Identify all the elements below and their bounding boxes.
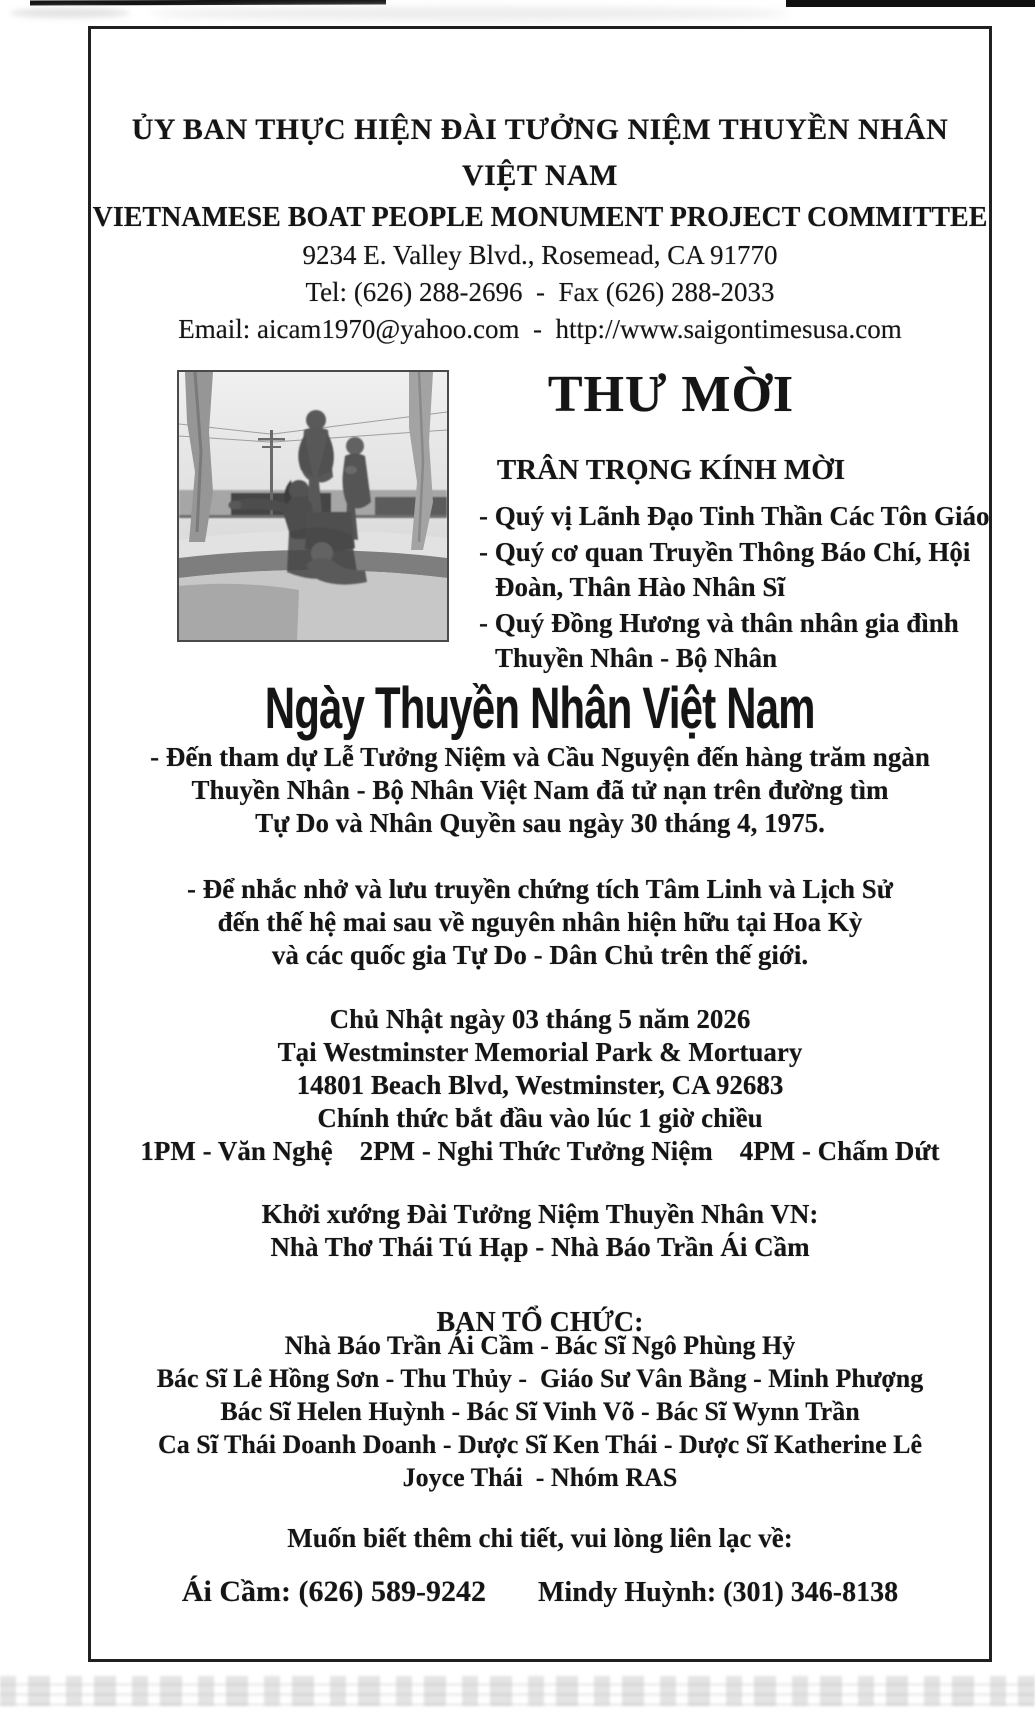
- org-phone-fax: Tel: (626) 288-2696 - Fax (626) 288-2033: [305, 277, 775, 307]
- org-name-vietnamese: ỦY BAN THỰC HIỆN ĐÀI TƯỞNG NIỆM THUYỀN NHÂN VIỆT NAM: [131, 113, 949, 192]
- scan-artifact-top-left-bar: [30, 0, 386, 5]
- schedule-program: 1PM - Văn Nghệ 2PM - Nghi Thức Tưởng Niệm 4PM - Chấm Dứt: [140, 1136, 940, 1166]
- purpose-paragraph-2: [91, 873, 989, 972]
- purpose-line: Tự Do và Nhân Quyền sau ngày 30 tháng 4, 1975.: [255, 808, 825, 838]
- committee-heading: BAN TỔ CHỨC:: [436, 1307, 644, 1338]
- invitee-line: - Quý cơ quan Truyền Thông Báo Chí, Hội: [479, 536, 971, 567]
- invitation-column: [461, 365, 989, 677]
- committee-line: Bác Sĩ Lê Hồng Sơn - Thu Thủy - Giáo Sư Vân Bằng - Minh Phượng: [156, 1364, 924, 1393]
- committee-line: Ca Sĩ Thái Doanh Doanh - Dược Sĩ Ken Thái - Dược Sĩ Katherine Lê: [157, 1430, 923, 1459]
- committee-list: [91, 1329, 989, 1494]
- invitee-list: [461, 499, 989, 677]
- founders-names: Nhà Thơ Thái Tú Hạp - Nhà Báo Trần Ái Cầm: [270, 1232, 810, 1262]
- scan-smudge: [150, 7, 790, 20]
- event-headline-wrap: [91, 674, 989, 744]
- invitee-line: - Quý Đồng Hương và thân nhân gia đình: [479, 607, 959, 638]
- monument-photo: [177, 370, 449, 642]
- org-address: 9234 E. Valley Blvd., Rosemead, CA 91770: [302, 240, 778, 270]
- schedule-date: Chủ Nhật ngày 03 tháng 5 năm 2026: [329, 1004, 751, 1034]
- committee-line: Joyce Thái - Nhóm RAS: [402, 1463, 678, 1492]
- org-email-website: Email: aicam1970@yahoo.com - http://www.saigontimesusa.com: [178, 314, 902, 344]
- invitee-line: - Quý vị Lãnh Đạo Tinh Thần Các Tôn Giáo: [479, 501, 990, 531]
- org-name-english: VIETNAMESE BOAT PEOPLE MONUMENT PROJECT COMMITTEE: [92, 202, 988, 233]
- invitee-line: Đoàn, Thân Hào Nhân Sĩ: [495, 572, 785, 602]
- founders-heading: Khởi xướng Đài Tưởng Niệm Thuyền Nhân VN:: [261, 1199, 819, 1229]
- purpose-line: Thuyền Nhân - Bộ Nhân Việt Nam đã tử nạn trên đường tìm: [191, 775, 889, 805]
- scan-noise-band: [0, 1676, 1035, 1706]
- schedule-address: 14801 Beach Blvd, Westminster, CA 92683: [296, 1070, 784, 1100]
- invitation-salutation: TRÂN TRỌNG KÍNH MỜI: [496, 454, 846, 486]
- purpose-line: và các quốc gia Tự Do - Dân Chủ trên thế giới.: [271, 940, 809, 970]
- committee-line: Nhà Báo Trần Ái Cầm - Bác Sĩ Ngô Phùng Hỷ: [284, 1331, 796, 1360]
- contact-phones: [91, 1573, 989, 1612]
- monument-photo-image: [179, 372, 447, 640]
- invitation-title: THƯ MỜI: [547, 366, 795, 423]
- scan-smudge: [10, 8, 130, 18]
- contact-phone-mindy: Mindy Huỳnh: (301) 346-8138: [537, 1577, 899, 1608]
- invitee-line: Thuyền Nhân - Bộ Nhân: [495, 643, 778, 673]
- event-schedule: [91, 1003, 989, 1168]
- founders-block: [91, 1198, 989, 1264]
- contact-note: Muốn biết thêm chi tiết, vui lòng liên lạc về:: [287, 1523, 793, 1553]
- schedule-start-time: Chính thức bắt đầu vào lúc 1 giờ chiều: [317, 1103, 763, 1133]
- purpose-paragraph-1: [91, 741, 989, 840]
- schedule-venue: Tại Westminster Memorial Park & Mortuary: [277, 1037, 803, 1067]
- letterhead: [91, 107, 989, 348]
- purpose-line: đến thế hệ mai sau về nguyên nhân hiện hữu tại Hoa Kỳ: [217, 907, 863, 937]
- purpose-line: - Đến tham dự Lễ Tưởng Niệm và Cầu Nguyện đến hàng trăm ngàn: [150, 742, 930, 772]
- committee-line: Bác Sĩ Helen Huỳnh - Bác Sĩ Vinh Võ - Bác Sĩ Wynn Trần: [220, 1397, 860, 1426]
- document-frame: [88, 26, 992, 1662]
- event-headline: Ngày Thuyền Nhân Việt Nam: [265, 676, 815, 741]
- purpose-line: - Để nhắc nhở và lưu truyền chứng tích Tâm Linh và Lịch Sử: [187, 874, 893, 904]
- scan-artifact-top-right-bar: [786, 0, 1035, 7]
- contact-phone-aicam: Ái Cầm: (626) 589-9242: [181, 1575, 486, 1608]
